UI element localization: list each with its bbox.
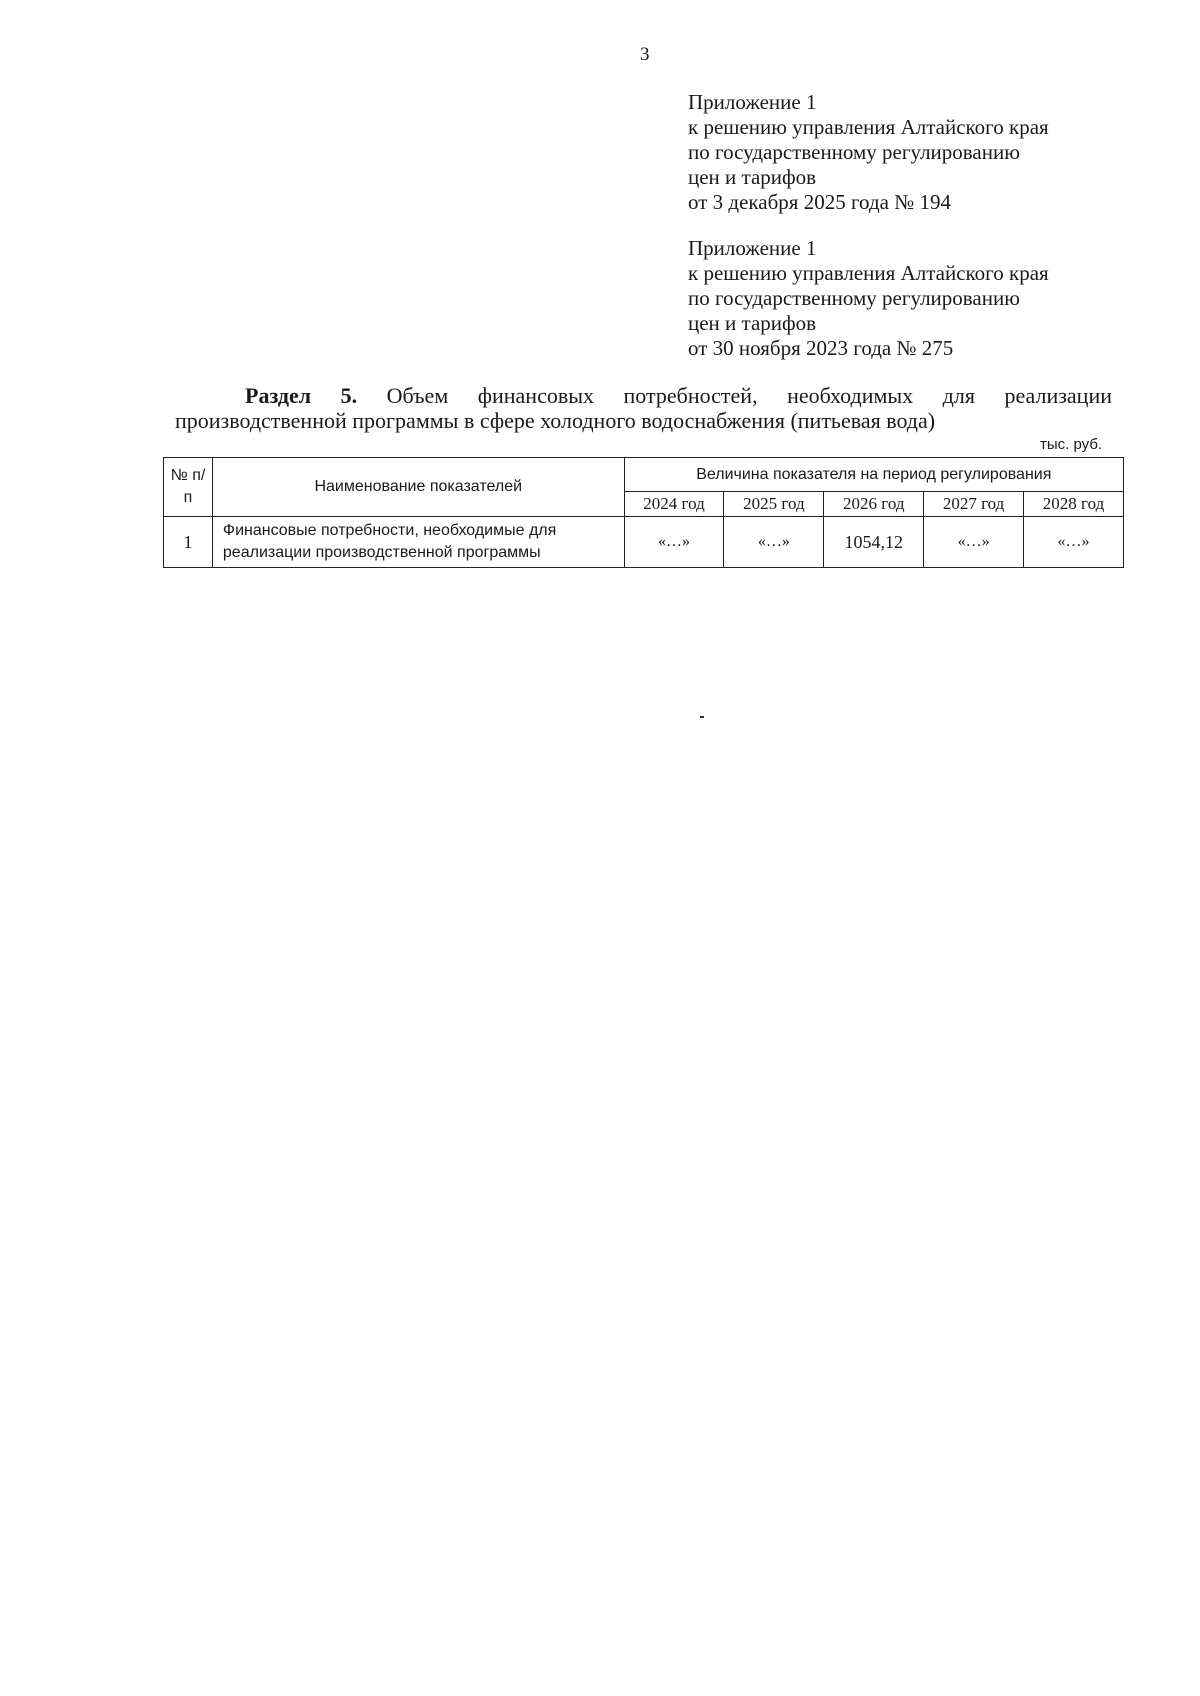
header-name: Наименование показателей xyxy=(212,458,624,517)
financial-needs-table xyxy=(163,457,1124,568)
appendix-line: цен и тарифов xyxy=(688,311,817,335)
row-value: «…» xyxy=(624,517,724,568)
appendix-line: цен и тарифов xyxy=(688,165,817,189)
row-num: 1 xyxy=(164,517,213,568)
appendix-previous xyxy=(688,236,1049,361)
page-number: 3 xyxy=(640,44,650,65)
row-value: «…» xyxy=(1024,517,1124,568)
appendix-current xyxy=(688,90,1049,215)
section-title: Объем финансовых потребностей, необходимых для реализации производственной программы в сфере холодного водоснабжения (питьевая вода) xyxy=(175,383,1112,433)
appendix-line: Приложение 1 xyxy=(688,90,817,114)
row-value: «…» xyxy=(924,517,1024,568)
header-year: 2024 год xyxy=(624,492,724,517)
header-year: 2027 год xyxy=(924,492,1024,517)
row-name: Финансовые потребности, необходимые для реализации производственной программы xyxy=(212,517,624,568)
section-label: Раздел 5. xyxy=(245,383,358,408)
header-period-group: Величина показателя на период регулирования xyxy=(624,458,1123,492)
row-value: 1054,12 xyxy=(824,517,924,568)
scan-mark xyxy=(700,716,704,718)
row-value: «…» xyxy=(724,517,824,568)
header-year: 2025 год xyxy=(724,492,824,517)
appendix-line: по государственному регулированию xyxy=(688,140,1020,164)
header-year: 2026 год xyxy=(824,492,924,517)
header-num: № п/п xyxy=(164,458,213,517)
header-year: 2028 год xyxy=(1024,492,1124,517)
appendix-line: к решению управления Алтайского края xyxy=(688,115,1049,139)
section-heading xyxy=(175,383,1112,433)
table-row xyxy=(164,517,1124,568)
appendix-line: по государственному регулированию xyxy=(688,286,1020,310)
appendix-line: от 3 декабря 2025 года № 194 xyxy=(688,190,951,214)
appendix-line: от 30 ноября 2023 года № 275 xyxy=(688,336,954,360)
appendix-line: Приложение 1 xyxy=(688,236,817,260)
appendix-line: к решению управления Алтайского края xyxy=(688,261,1049,285)
units-label: тыс. руб. xyxy=(1040,436,1103,453)
